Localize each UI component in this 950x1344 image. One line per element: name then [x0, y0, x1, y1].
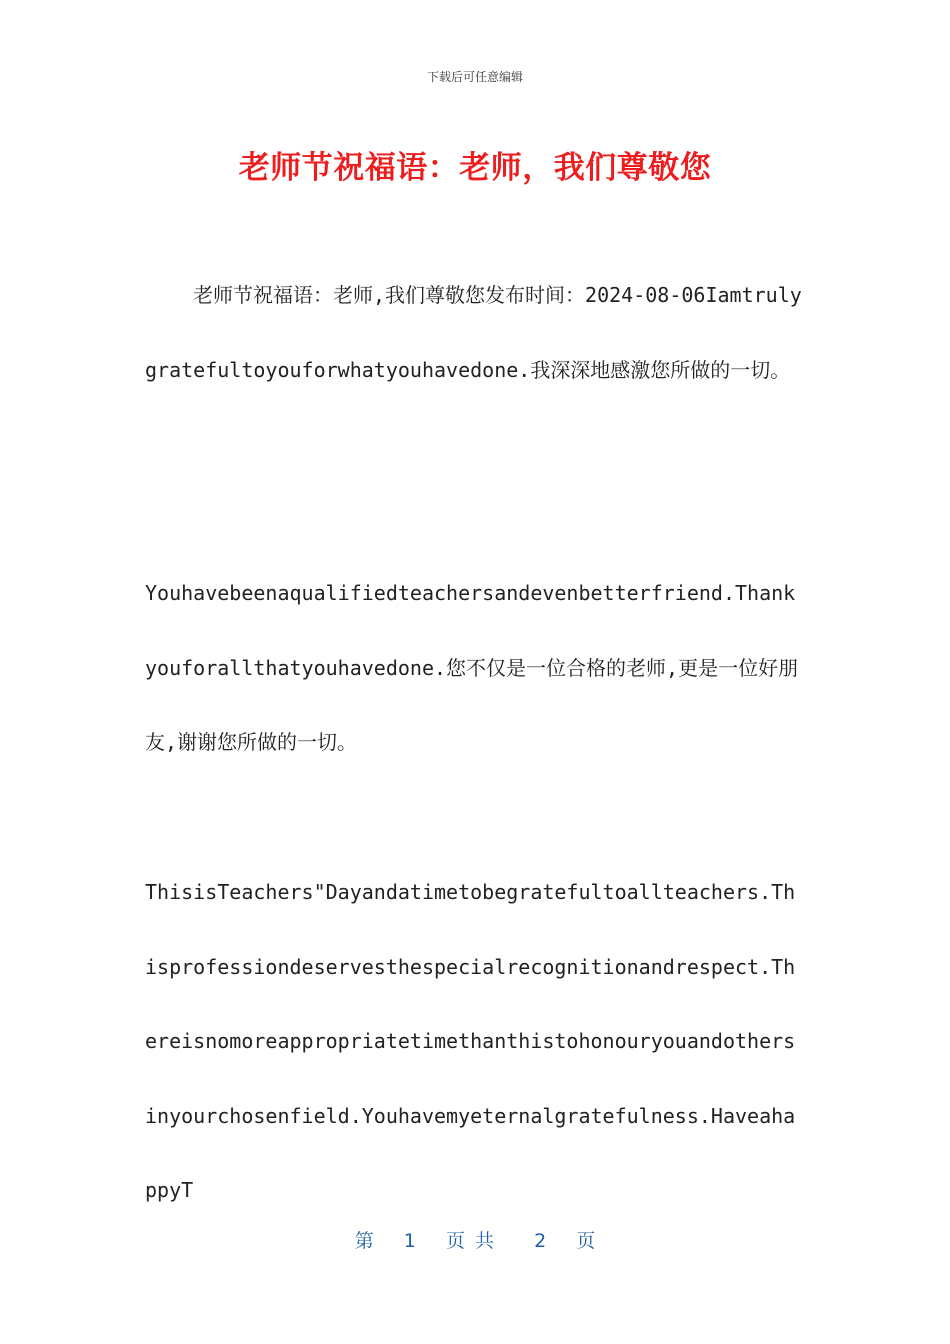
page-current: 1 — [403, 1230, 416, 1252]
paragraph-2: Youhavebeenaqualifiedteachersandevenbetterfriend.Thankyouforallthatyouhavedone.您不仅是一位合格的老师,更是一位好朋友,谢谢您所做的一切。 — [145, 581, 799, 754]
page-prefix: 第 — [354, 1230, 374, 1252]
paragraph-3: ThisisTeachers"Dayandatimetobegratefultoallteachers.Thisprofessiondeservesthespecialrecognitionandrespect.Thereisnomoreappropriatetimethanthistohonouryouandothersinyourchosenfield.Youhavemyeternalgratefulness.HaveahappyT — [145, 880, 796, 1202]
document-title: 老师节祝福语：老师，我们尊敬您 — [238, 150, 712, 186]
page-number-footer — [0, 1226, 950, 1253]
paragraph-1: 老师节祝福语：老师,我们尊敬您发布时间：2024-08-06Iamtrulygratefultoyouforwhatyouhavedone.我深深地感激您所做的一切。 — [145, 283, 802, 382]
page-total: 2 — [534, 1230, 547, 1252]
page-mid: 页共 — [445, 1230, 504, 1252]
page-suffix: 页 — [576, 1230, 596, 1252]
header-note: 下载后可任意编辑 — [426, 70, 523, 84]
